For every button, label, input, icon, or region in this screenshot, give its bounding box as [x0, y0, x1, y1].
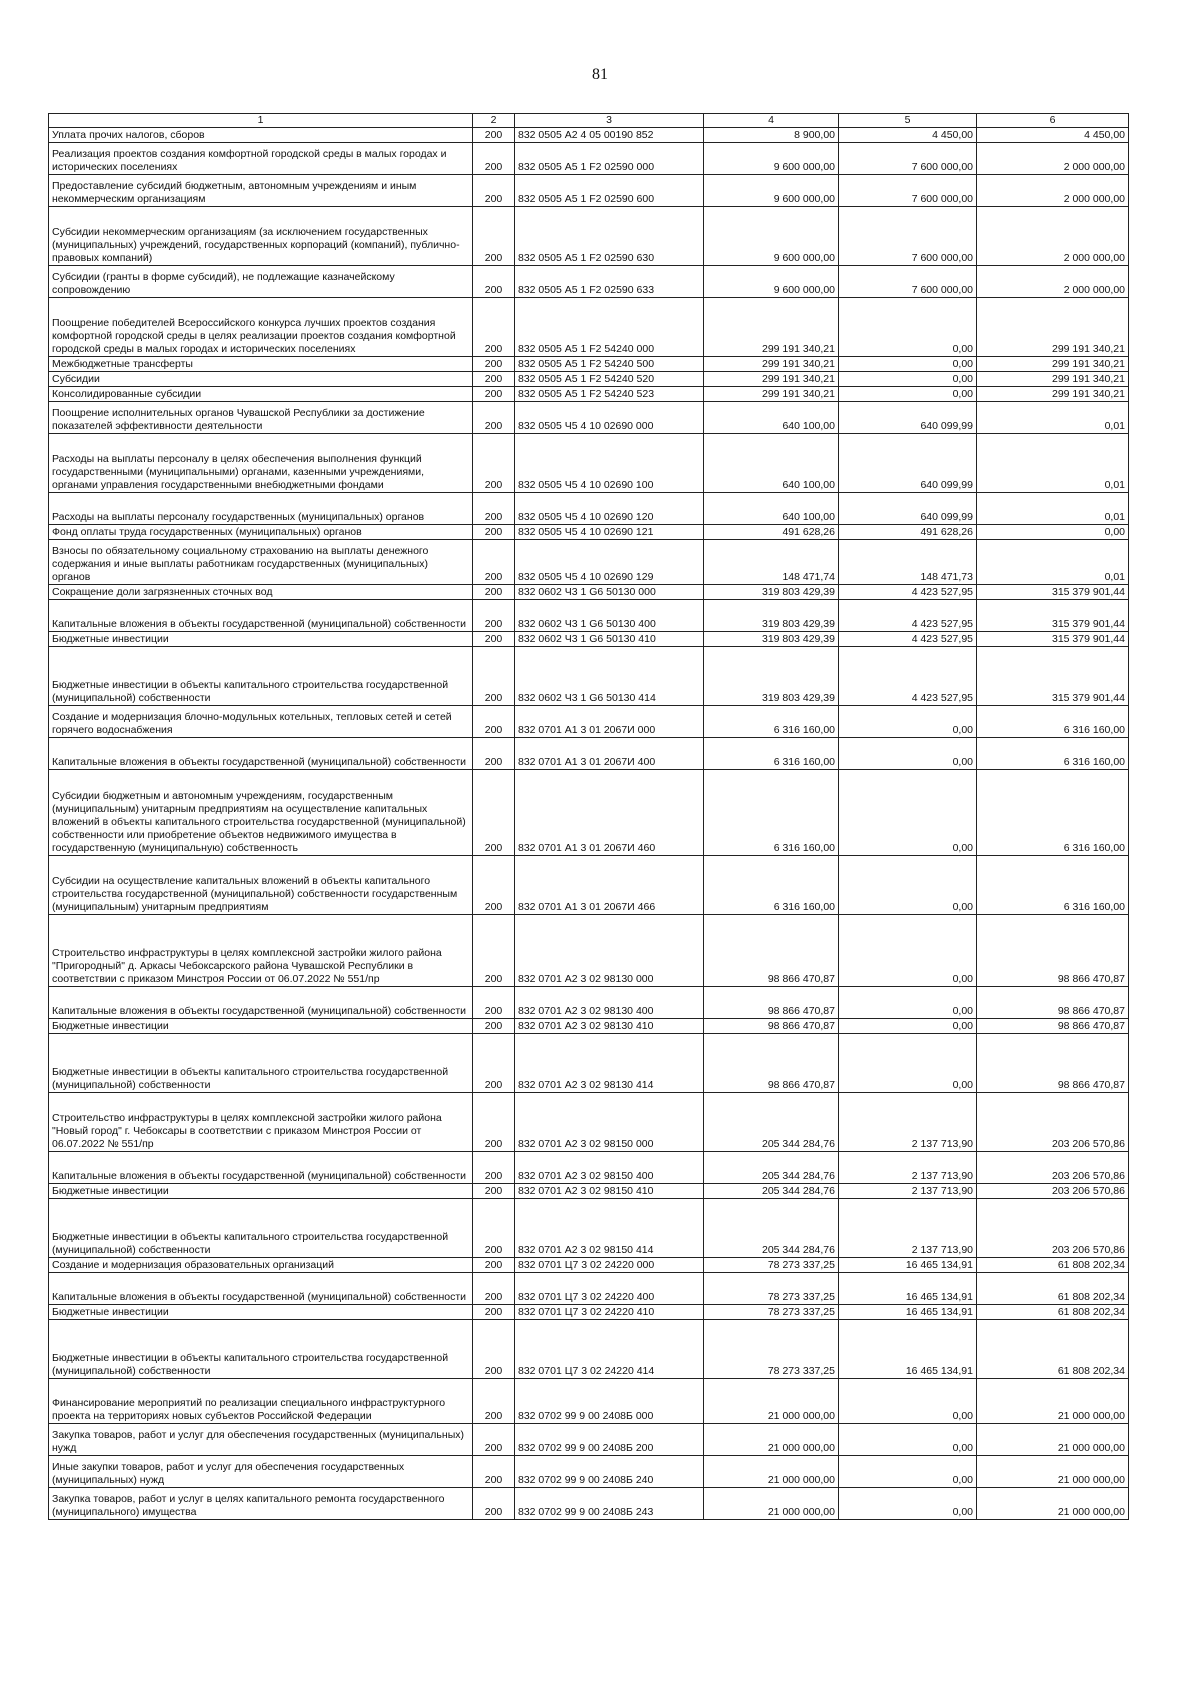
- table-cell-col6: 203 206 570,86: [977, 1199, 1129, 1258]
- table-cell-name: Финансирование мероприятий по реализации специального инфраструктурного проекта на территориях новых субъектов Российской Федерации: [49, 1379, 473, 1424]
- table-cell-col4: 6 316 160,00: [704, 856, 839, 915]
- table-row: [49, 540, 1129, 585]
- table-cell-name: Взносы по обязательному социальному страхованию на выплаты денежного содержания и иные выплаты работникам государственных (муниципальных) органов: [49, 540, 473, 585]
- table-cell-col6: 61 808 202,34: [977, 1258, 1129, 1273]
- table-cell-kbk: 832 0701 Ц7 3 02 24220 400: [515, 1273, 704, 1305]
- table-cell-kbk: 832 0505 Ч5 4 10 02690 129: [515, 540, 704, 585]
- table-cell-kbk: 832 0701 А1 3 01 2067И 400: [515, 738, 704, 770]
- table-cell-kbk: 832 0702 99 9 00 2408Б 000: [515, 1379, 704, 1424]
- table-cell-kbk: 832 0505 А5 1 F2 54240 500: [515, 357, 704, 372]
- table-cell-col4: 9 600 000,00: [704, 266, 839, 298]
- table-cell-col6: 2 000 000,00: [977, 266, 1129, 298]
- table-cell-code: 200: [473, 434, 515, 493]
- table-cell-code: 200: [473, 175, 515, 207]
- table-row: [49, 1488, 1129, 1520]
- table-row: [49, 632, 1129, 647]
- table-row: [49, 128, 1129, 143]
- table-cell-kbk: 832 0505 А5 1 F2 02590 633: [515, 266, 704, 298]
- table-cell-col6: 21 000 000,00: [977, 1379, 1129, 1424]
- table-cell-col5: 0,00: [839, 987, 977, 1019]
- table-cell-kbk: 832 0702 99 9 00 2408Б 200: [515, 1424, 704, 1456]
- table-cell-name: Бюджетные инвестиции в объекты капитального строительства государственной (муниципальной) собственности: [49, 647, 473, 706]
- table-row: [49, 1019, 1129, 1034]
- table-row: [49, 1034, 1129, 1093]
- table-cell-kbk: 832 0505 Ч5 4 10 02690 121: [515, 525, 704, 540]
- table-cell-code: 200: [473, 540, 515, 585]
- table-cell-col4: 299 191 340,21: [704, 298, 839, 357]
- table-cell-col5: 7 600 000,00: [839, 207, 977, 266]
- table-cell-col6: 299 191 340,21: [977, 298, 1129, 357]
- table-cell-code: 200: [473, 525, 515, 540]
- table-row: [49, 207, 1129, 266]
- table-cell-col5: 0,00: [839, 915, 977, 987]
- table-cell-col6: 0,00: [977, 525, 1129, 540]
- table-row: [49, 856, 1129, 915]
- table-cell-kbk: 832 0701 А2 3 02 98150 400: [515, 1152, 704, 1184]
- table-cell-kbk: 832 0602 Ч3 1 G6 50130 414: [515, 647, 704, 706]
- table-row: [49, 434, 1129, 493]
- table-cell-col4: 98 866 470,87: [704, 915, 839, 987]
- table-cell-col5: 16 465 134,91: [839, 1320, 977, 1379]
- table-cell-name: Создание и модернизация блочно-модульных котельных, тепловых сетей и сетей горячего водоснабжения: [49, 706, 473, 738]
- table-cell-name: Субсидии некоммерческим организациям (за исключением государственных (муниципальных) учреждений, государственных корпораций (компаний), публично-правовых компаний): [49, 207, 473, 266]
- table-cell-code: 200: [473, 387, 515, 402]
- table-cell-col5: 0,00: [839, 1488, 977, 1520]
- table-row: [49, 1184, 1129, 1199]
- table-cell-col4: 205 344 284,76: [704, 1199, 839, 1258]
- table-cell-code: 200: [473, 143, 515, 175]
- table-cell-kbk: 832 0505 А5 1 F2 02590 000: [515, 143, 704, 175]
- table-cell-name: Бюджетные инвестиции: [49, 1019, 473, 1034]
- table-row: [49, 1258, 1129, 1273]
- table-cell-kbk: 832 0505 Ч5 4 10 02690 100: [515, 434, 704, 493]
- table-cell-kbk: 832 0701 А2 3 02 98130 400: [515, 987, 704, 1019]
- table-cell-kbk: 832 0701 А2 3 02 98150 000: [515, 1093, 704, 1152]
- table-row: [49, 372, 1129, 387]
- table-cell-name: Иные закупки товаров, работ и услуг для обеспечения государственных (муниципальных) нужд: [49, 1456, 473, 1488]
- table-cell-col5: 4 423 527,95: [839, 632, 977, 647]
- table-cell-col4: 21 000 000,00: [704, 1488, 839, 1520]
- table-cell-col6: 315 379 901,44: [977, 600, 1129, 632]
- table-cell-kbk: 832 0505 А2 4 05 00190 852: [515, 128, 704, 143]
- table-cell-name: Межбюджетные трансферты: [49, 357, 473, 372]
- table-cell-col5: 16 465 134,91: [839, 1258, 977, 1273]
- table-cell-name: Фонд оплаты труда государственных (муниципальных) органов: [49, 525, 473, 540]
- table-cell-kbk: 832 0602 Ч3 1 G6 50130 400: [515, 600, 704, 632]
- table-cell-col5: 148 471,73: [839, 540, 977, 585]
- table-cell-col6: 6 316 160,00: [977, 770, 1129, 856]
- table-cell-kbk: 832 0505 А5 1 F2 54240 520: [515, 372, 704, 387]
- table-cell-code: 200: [473, 1093, 515, 1152]
- column-header-6: 6: [977, 114, 1129, 128]
- table-cell-col6: 315 379 901,44: [977, 647, 1129, 706]
- table-cell-col4: 98 866 470,87: [704, 987, 839, 1019]
- table-cell-col4: 6 316 160,00: [704, 770, 839, 856]
- table-cell-col6: 315 379 901,44: [977, 632, 1129, 647]
- table-row: [49, 357, 1129, 372]
- table-cell-col5: 2 137 713,90: [839, 1152, 977, 1184]
- table-cell-name: Расходы на выплаты персоналу в целях обеспечения выполнения функций государственными (муниципальными) органами, казенными учреждениями, органами управления государственными внебюджетными фондами: [49, 434, 473, 493]
- table-cell-col5: 0,00: [839, 706, 977, 738]
- table-cell-col6: 0,01: [977, 434, 1129, 493]
- table-row: [49, 402, 1129, 434]
- table-cell-col4: 78 273 337,25: [704, 1273, 839, 1305]
- column-header-2: 2: [473, 114, 515, 128]
- table-cell-col5: 4 450,00: [839, 128, 977, 143]
- table-cell-col4: 9 600 000,00: [704, 175, 839, 207]
- table-cell-col4: 8 900,00: [704, 128, 839, 143]
- table-cell-col5: 2 137 713,90: [839, 1184, 977, 1199]
- table-cell-name: Реализация проектов создания комфортной городской среды в малых городах и исторических поселениях: [49, 143, 473, 175]
- column-header-1: 1: [49, 114, 473, 128]
- table-row: [49, 298, 1129, 357]
- table-cell-code: 200: [473, 647, 515, 706]
- table-cell-kbk: 832 0602 Ч3 1 G6 50130 000: [515, 585, 704, 600]
- table-cell-col6: 6 316 160,00: [977, 738, 1129, 770]
- table-cell-kbk: 832 0702 99 9 00 2408Б 243: [515, 1488, 704, 1520]
- table-cell-kbk: 832 0701 А2 3 02 98150 410: [515, 1184, 704, 1199]
- table-cell-code: 200: [473, 266, 515, 298]
- table-cell-code: 200: [473, 770, 515, 856]
- table-cell-col6: 299 191 340,21: [977, 387, 1129, 402]
- table-cell-col4: 299 191 340,21: [704, 372, 839, 387]
- table-cell-col5: 491 628,26: [839, 525, 977, 540]
- budget-table: [48, 113, 1129, 1520]
- table-cell-col5: 7 600 000,00: [839, 143, 977, 175]
- table-row: [49, 266, 1129, 298]
- table-cell-col5: 0,00: [839, 298, 977, 357]
- table-cell-name: Уплата прочих налогов, сборов: [49, 128, 473, 143]
- table-header: [49, 114, 1129, 128]
- table-cell-code: 200: [473, 1152, 515, 1184]
- table-cell-col6: 315 379 901,44: [977, 585, 1129, 600]
- table-row: [49, 647, 1129, 706]
- table-cell-name: Бюджетные инвестиции: [49, 1184, 473, 1199]
- table-cell-code: 200: [473, 1488, 515, 1520]
- table-cell-kbk: 832 0602 Ч3 1 G6 50130 410: [515, 632, 704, 647]
- table-cell-kbk: 832 0701 А1 3 01 2067И 460: [515, 770, 704, 856]
- table-cell-kbk: 832 0701 Ц7 3 02 24220 410: [515, 1305, 704, 1320]
- table-cell-name: Субсидии на осуществление капитальных вложений в объекты капитального строительства государственной (муниципальной) собственности государственным (муниципальным) унитарным предприятиям: [49, 856, 473, 915]
- table-row: [49, 387, 1129, 402]
- table-cell-name: Бюджетные инвестиции в объекты капитального строительства государственной (муниципальной) собственности: [49, 1034, 473, 1093]
- table-cell-name: Капитальные вложения в объекты государственной (муниципальной) собственности: [49, 987, 473, 1019]
- table-cell-code: 200: [473, 600, 515, 632]
- table-cell-name: Поощрение победителей Всероссийского конкурса лучших проектов создания комфортной городской среды в целях реализации проектов создания комфортной городской среды в малых городах и исторических поселениях: [49, 298, 473, 357]
- table-cell-kbk: 832 0701 Ц7 3 02 24220 000: [515, 1258, 704, 1273]
- table-cell-kbk: 832 0701 А1 3 01 2067И 000: [515, 706, 704, 738]
- table-cell-col6: 203 206 570,86: [977, 1152, 1129, 1184]
- column-number-row: [49, 114, 1129, 128]
- table-cell-kbk: 832 0701 А1 3 01 2067И 466: [515, 856, 704, 915]
- table-cell-name: Капитальные вложения в объекты государственной (муниципальной) собственности: [49, 1273, 473, 1305]
- table-cell-col4: 205 344 284,76: [704, 1152, 839, 1184]
- table-cell-col6: 299 191 340,21: [977, 357, 1129, 372]
- table-cell-col5: 0,00: [839, 1456, 977, 1488]
- table-cell-code: 200: [473, 632, 515, 647]
- table-cell-col5: 16 465 134,91: [839, 1273, 977, 1305]
- table-cell-col4: 78 273 337,25: [704, 1258, 839, 1273]
- table-cell-col6: 4 450,00: [977, 128, 1129, 143]
- table-cell-col6: 98 866 470,87: [977, 915, 1129, 987]
- table-cell-code: 200: [473, 1320, 515, 1379]
- table-cell-col5: 640 099,99: [839, 402, 977, 434]
- table-cell-col4: 98 866 470,87: [704, 1019, 839, 1034]
- table-row: [49, 175, 1129, 207]
- table-cell-code: 200: [473, 915, 515, 987]
- table-cell-code: 200: [473, 298, 515, 357]
- table-cell-col4: 640 100,00: [704, 493, 839, 525]
- table-cell-col4: 148 471,74: [704, 540, 839, 585]
- table-cell-col5: 640 099,99: [839, 434, 977, 493]
- table-cell-kbk: 832 0701 А2 3 02 98130 414: [515, 1034, 704, 1093]
- table-row: [49, 585, 1129, 600]
- table-cell-code: 200: [473, 1424, 515, 1456]
- table-cell-col4: 299 191 340,21: [704, 357, 839, 372]
- table-cell-code: 200: [473, 402, 515, 434]
- table-cell-name: Бюджетные инвестиции: [49, 1305, 473, 1320]
- table-row: [49, 915, 1129, 987]
- table-cell-col4: 491 628,26: [704, 525, 839, 540]
- table-cell-col4: 78 273 337,25: [704, 1305, 839, 1320]
- table-cell-code: 200: [473, 128, 515, 143]
- table-row: [49, 600, 1129, 632]
- table-cell-col6: 2 000 000,00: [977, 143, 1129, 175]
- table-row: [49, 1093, 1129, 1152]
- table-cell-kbk: 832 0702 99 9 00 2408Б 240: [515, 1456, 704, 1488]
- table-cell-col6: 203 206 570,86: [977, 1184, 1129, 1199]
- table-row: [49, 493, 1129, 525]
- table-row: [49, 770, 1129, 856]
- table-cell-code: 200: [473, 706, 515, 738]
- table-cell-col4: 205 344 284,76: [704, 1093, 839, 1152]
- table-cell-col5: 2 137 713,90: [839, 1093, 977, 1152]
- table-cell-col6: 6 316 160,00: [977, 856, 1129, 915]
- table-cell-code: 200: [473, 1184, 515, 1199]
- table-row: [49, 1273, 1129, 1305]
- table-cell-code: 200: [473, 357, 515, 372]
- table-cell-name: Субсидии (гранты в форме субсидий), не подлежащие казначейскому сопровождению: [49, 266, 473, 298]
- table-cell-code: 200: [473, 585, 515, 600]
- table-cell-col5: 2 137 713,90: [839, 1199, 977, 1258]
- table-row: [49, 706, 1129, 738]
- column-header-4: 4: [704, 114, 839, 128]
- table-cell-col6: 203 206 570,86: [977, 1093, 1129, 1152]
- table-cell-col5: 0,00: [839, 1424, 977, 1456]
- table-cell-col6: 299 191 340,21: [977, 372, 1129, 387]
- table-cell-col6: 61 808 202,34: [977, 1320, 1129, 1379]
- table-cell-name: Капитальные вложения в объекты государственной (муниципальной) собственности: [49, 1152, 473, 1184]
- table-cell-code: 200: [473, 1034, 515, 1093]
- table-row: [49, 1456, 1129, 1488]
- table-row: [49, 738, 1129, 770]
- table-cell-col4: 21 000 000,00: [704, 1456, 839, 1488]
- table-cell-col4: 319 803 429,39: [704, 585, 839, 600]
- table-cell-name: Создание и модернизация образовательных организаций: [49, 1258, 473, 1273]
- table-cell-name: Сокращение доли загрязненных сточных вод: [49, 585, 473, 600]
- table-cell-name: Капитальные вложения в объекты государственной (муниципальной) собственности: [49, 600, 473, 632]
- table-row: [49, 1379, 1129, 1424]
- table-cell-col4: 78 273 337,25: [704, 1320, 839, 1379]
- table-cell-name: Бюджетные инвестиции в объекты капитального строительства государственной (муниципальной) собственности: [49, 1199, 473, 1258]
- table-cell-col5: 7 600 000,00: [839, 266, 977, 298]
- table-cell-col4: 640 100,00: [704, 434, 839, 493]
- table-cell-col6: 21 000 000,00: [977, 1456, 1129, 1488]
- table-cell-col4: 21 000 000,00: [704, 1379, 839, 1424]
- table-cell-kbk: 832 0701 Ц7 3 02 24220 414: [515, 1320, 704, 1379]
- table-cell-kbk: 832 0505 А5 1 F2 02590 630: [515, 207, 704, 266]
- table-cell-code: 200: [473, 1379, 515, 1424]
- table-cell-code: 200: [473, 987, 515, 1019]
- table-cell-col5: 4 423 527,95: [839, 585, 977, 600]
- table-cell-col5: 4 423 527,95: [839, 647, 977, 706]
- table-cell-code: 200: [473, 1258, 515, 1273]
- table-cell-col5: 0,00: [839, 856, 977, 915]
- table-cell-kbk: 832 0505 А5 1 F2 54240 000: [515, 298, 704, 357]
- table-cell-name: Закупка товаров, работ и услуг в целях капитального ремонта государственного (муниципального) имущества: [49, 1488, 473, 1520]
- table-row: [49, 143, 1129, 175]
- table-cell-col5: 640 099,99: [839, 493, 977, 525]
- table-cell-col4: 6 316 160,00: [704, 706, 839, 738]
- table-cell-col4: 319 803 429,39: [704, 600, 839, 632]
- table-cell-kbk: 832 0505 Ч5 4 10 02690 000: [515, 402, 704, 434]
- table-cell-col4: 9 600 000,00: [704, 143, 839, 175]
- table-cell-col5: 7 600 000,00: [839, 175, 977, 207]
- table-cell-col5: 0,00: [839, 1019, 977, 1034]
- table-cell-kbk: 832 0505 А5 1 F2 02590 600: [515, 175, 704, 207]
- table-cell-name: Закупка товаров, работ и услуг для обеспечения государственных (муниципальных) нужд: [49, 1424, 473, 1456]
- table-row: [49, 1320, 1129, 1379]
- column-header-5: 5: [839, 114, 977, 128]
- table-cell-col5: 0,00: [839, 738, 977, 770]
- table-cell-col6: 0,01: [977, 402, 1129, 434]
- table-cell-col4: 98 866 470,87: [704, 1034, 839, 1093]
- table-row: [49, 1424, 1129, 1456]
- table-cell-col4: 299 191 340,21: [704, 387, 839, 402]
- table-cell-name: Предоставление субсидий бюджетным, автономным учреждениям и иным некоммерческим организациям: [49, 175, 473, 207]
- table-cell-col5: 0,00: [839, 357, 977, 372]
- page-number: 81: [592, 66, 608, 83]
- table-cell-code: 200: [473, 372, 515, 387]
- table-cell-kbk: 832 0505 Ч5 4 10 02690 120: [515, 493, 704, 525]
- table-cell-col4: 319 803 429,39: [704, 647, 839, 706]
- table-cell-col6: 98 866 470,87: [977, 1019, 1129, 1034]
- table-cell-name: Субсидии: [49, 372, 473, 387]
- table-row: [49, 1199, 1129, 1258]
- column-header-3: 3: [515, 114, 704, 128]
- table-cell-col4: 319 803 429,39: [704, 632, 839, 647]
- table-cell-col6: 61 808 202,34: [977, 1273, 1129, 1305]
- table-cell-name: Поощрение исполнительных органов Чувашской Республики за достижение показателей эффективности деятельности: [49, 402, 473, 434]
- table-row: [49, 1305, 1129, 1320]
- table-cell-col5: 0,00: [839, 387, 977, 402]
- table-cell-col5: 16 465 134,91: [839, 1305, 977, 1320]
- table-row: [49, 525, 1129, 540]
- table-cell-col5: 0,00: [839, 372, 977, 387]
- table-cell-col6: 6 316 160,00: [977, 706, 1129, 738]
- table-cell-col4: 21 000 000,00: [704, 1424, 839, 1456]
- table-cell-col5: 0,00: [839, 770, 977, 856]
- table-cell-name: Консолидированные субсидии: [49, 387, 473, 402]
- table-cell-col4: 205 344 284,76: [704, 1184, 839, 1199]
- table-cell-name: Расходы на выплаты персоналу государственных (муниципальных) органов: [49, 493, 473, 525]
- table-cell-code: 200: [473, 207, 515, 266]
- table-cell-col4: 9 600 000,00: [704, 207, 839, 266]
- table-row: [49, 1152, 1129, 1184]
- table-cell-name: Строительство инфраструктуры в целях комплексной застройки жилого района "Новый город" г. Чебоксары в соответствии с приказом Минстроя России от 06.07.2022 № 551/пр: [49, 1093, 473, 1152]
- table-cell-col5: 0,00: [839, 1379, 977, 1424]
- table-cell-col4: 6 316 160,00: [704, 738, 839, 770]
- table-cell-kbk: 832 0701 А2 3 02 98130 000: [515, 915, 704, 987]
- table-cell-col5: 0,00: [839, 1034, 977, 1093]
- table-cell-name: Бюджетные инвестиции в объекты капитального строительства государственной (муниципальной) собственности: [49, 1320, 473, 1379]
- table-cell-col6: 2 000 000,00: [977, 175, 1129, 207]
- table-cell-code: 200: [473, 493, 515, 525]
- table-cell-code: 200: [473, 738, 515, 770]
- table-cell-name: Капитальные вложения в объекты государственной (муниципальной) собственности: [49, 738, 473, 770]
- table-row: [49, 987, 1129, 1019]
- table-cell-code: 200: [473, 1305, 515, 1320]
- table-cell-name: Строительство инфраструктуры в целях комплексной застройки жилого района "Пригородный" д. Аркасы Чебоксарского района Чувашской Республики в соответствии с приказом Минстроя России от 06.07.2022 № 551/пр: [49, 915, 473, 987]
- table-cell-col6: 21 000 000,00: [977, 1488, 1129, 1520]
- table-cell-col4: 640 100,00: [704, 402, 839, 434]
- table-cell-code: 200: [473, 1456, 515, 1488]
- table-cell-col6: 0,01: [977, 540, 1129, 585]
- table-cell-code: 200: [473, 1199, 515, 1258]
- table-cell-code: 200: [473, 1273, 515, 1305]
- table-cell-code: 200: [473, 1019, 515, 1034]
- table-body: [49, 128, 1129, 1520]
- table-cell-col6: 2 000 000,00: [977, 207, 1129, 266]
- table-cell-col6: 21 000 000,00: [977, 1424, 1129, 1456]
- table-cell-name: Бюджетные инвестиции: [49, 632, 473, 647]
- table-cell-kbk: 832 0701 А2 3 02 98150 414: [515, 1199, 704, 1258]
- table-cell-col6: 0,01: [977, 493, 1129, 525]
- table-cell-name: Субсидии бюджетным и автономным учреждениям, государственным (муниципальным) унитарным предприятиям на осуществление капитальных вложений в объекты капитального строительства государственной (муниципальной) собственности или приобретение объектов недвижимого имущества в государственную (муниципальную) собственность: [49, 770, 473, 856]
- table-cell-col6: 98 866 470,87: [977, 987, 1129, 1019]
- table-cell-col6: 98 866 470,87: [977, 1034, 1129, 1093]
- table-cell-col5: 4 423 527,95: [839, 600, 977, 632]
- table-cell-col6: 61 808 202,34: [977, 1305, 1129, 1320]
- table-cell-kbk: 832 0701 А2 3 02 98130 410: [515, 1019, 704, 1034]
- table-cell-code: 200: [473, 856, 515, 915]
- table-cell-kbk: 832 0505 А5 1 F2 54240 523: [515, 387, 704, 402]
